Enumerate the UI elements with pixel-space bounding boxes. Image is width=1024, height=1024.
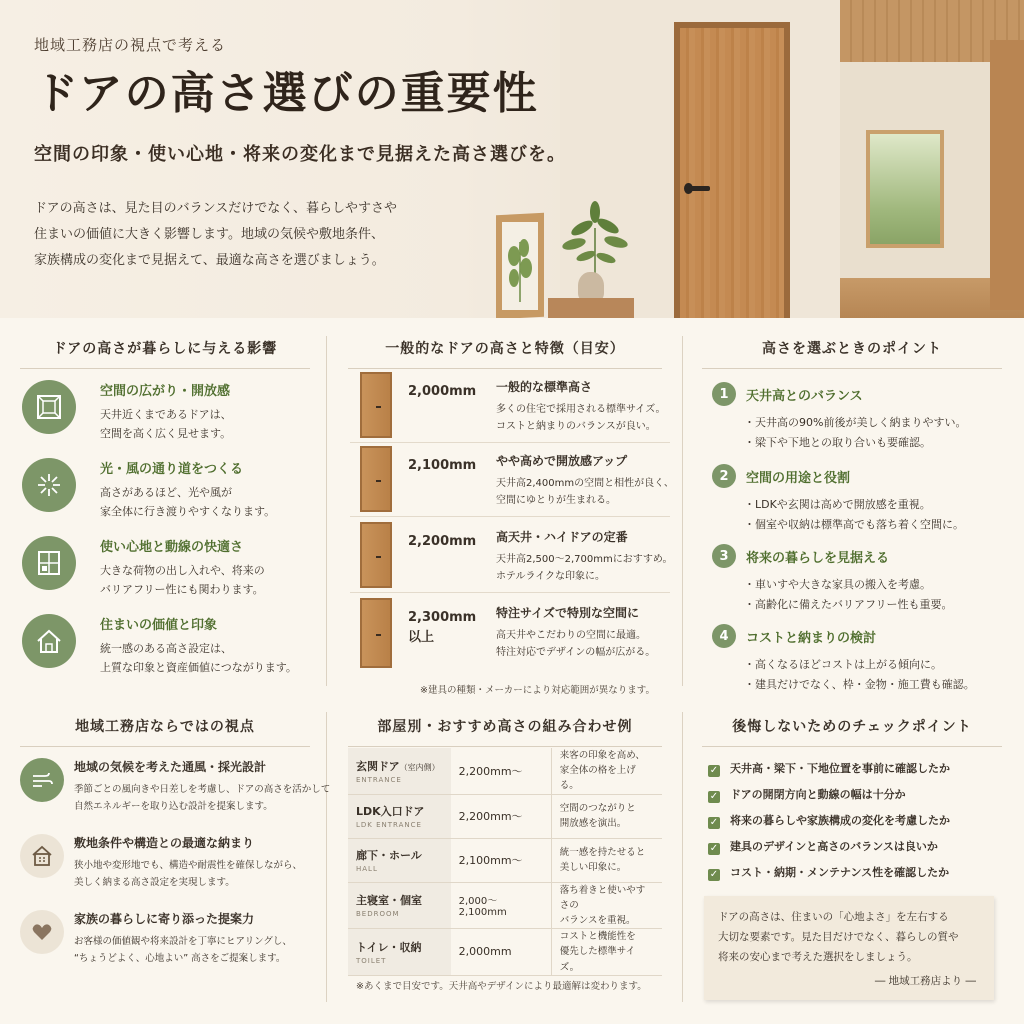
table-row [348,929,662,976]
table-row [348,748,662,794]
item-desc: ・個室や収納は標準高でも落ち着く空間に。 [744,518,964,531]
door-height: 2,200mm [408,534,477,549]
door-icon [360,446,392,512]
room-name: LDK入口ドア [356,805,425,819]
divider [682,336,683,686]
item-title: 住まいの価値と印象 [100,618,218,633]
light-wind-icon [22,458,76,512]
item-title: 家族の暮らしに寄り添った提案力 [74,912,255,926]
message-signature: ― 地域工務店より ― [874,975,976,987]
item-desc: 上質な印象と資産価値につながります。 [100,661,297,675]
local-section [20,716,310,747]
item-desc: お客様の価値観や将来設計を丁寧にヒアリングし、 [74,936,292,947]
checkbox-checked-icon: ✓ [709,791,719,802]
item-desc: ・高齢化に備えたバリアフリー性も重要。 [744,598,953,611]
room-sub: HALL [356,865,378,874]
room-height: 2,100mm～ [451,838,552,882]
room-height: 2,000～2,100mm [451,882,552,929]
item-desc: 家全体に行き渡りやすくなります。 [100,505,276,519]
item-desc: 自然エネルギーを取り込む設計を提案します。 [74,801,273,813]
item-desc: 大きな荷物の出し入れや、将来の [100,564,265,577]
room-sub: LDK ENTRANCE [356,821,422,830]
hero-banner [0,0,1024,318]
item-desc: 空間にゆとりが生まれる。 [496,495,616,506]
hero-intro [34,196,634,274]
room-desc: コストと機能性を [559,931,636,943]
item-title: 将来の暮らしを見据える [746,551,890,566]
house-icon [22,614,76,668]
section-title: 高さを選ぶときのポイント [702,338,1002,369]
item-desc: 統一感のある高さ設定は、 [100,642,232,655]
number-badge: 4 [712,624,736,648]
intro-line: 住まいの価値に大きく影響します。地域の気候や敷地条件、 [34,226,384,242]
item-desc: 高天井やこだわりの空間に最適。 [496,630,646,641]
divider [350,592,670,593]
door-furniture-icon [22,536,76,590]
item-desc: ・梁下や下地との取り合いも要確認。 [744,436,931,449]
section-title: 部屋別・おすすめ高さの組み合わせ例 [348,716,662,747]
heights-note: ※建具の種類・メーカーにより対応範囲が異なります。 [420,685,656,696]
number-badge: 3 [712,544,736,568]
table-row [348,794,662,838]
message-note [704,896,994,1000]
door-height: 2,000mm [408,384,477,399]
checklist-item [708,864,998,881]
item-desc: ・車いすや大きな家具の搬入を考慮。 [744,578,931,591]
item-title: 天井高とのバランス [746,389,863,404]
item-desc: 多くの住宅で採用される標準サイズ。 [496,404,666,415]
family-heart-icon [20,910,64,954]
checklist-item [708,812,998,829]
message-line: 将来の安心まで考えた選択をしましょう。 [718,950,918,963]
heights-section [348,338,662,369]
frame-icon [22,380,76,434]
room-height: 2,000mm [451,929,552,976]
item-title: やや高めで開放感アップ [496,454,628,468]
section-title: 一般的なドアの高さと特徴（目安） [348,338,662,369]
room-name: 主寝室・個室 [356,894,422,908]
influence-list [22,380,322,680]
item-title: 光・風の通り道をつくる [100,462,244,477]
points-list [702,382,1002,692]
hero-text [34,34,634,274]
room-desc: 統一感を持たせると [559,846,646,858]
room-desc: バランスを重視。 [559,914,636,926]
room-desc: 開放感を演出。 [559,818,627,830]
item-desc: 天井近くまであるドアは、 [100,408,232,421]
building-icon [20,834,64,878]
door-handle [688,186,710,191]
item-desc: ・天井高の90%前後が美しく納まりやすい。 [744,416,967,429]
item-desc: ・建具だけでなく、枠・金物・施工費も確認。 [744,678,975,691]
item-title: 空間の用途と役割 [746,471,851,486]
hero-door [680,28,784,318]
checklist-text: コスト・納期・メンテナンス性を確認したか [730,866,950,879]
checkbox-checked-icon: ✓ [709,869,719,880]
door-height: 2,100mm [408,458,477,473]
rooms-note: ※あくまで目安です。天井高やデザインにより最適解は変わります。 [356,981,647,992]
heights-list [350,372,674,692]
page-title: ドアの高さ選びの重要性 [34,68,539,119]
item-title: 高天井・ハイドアの定番 [496,530,628,544]
item-title: 地域の気候を考えた通風・採光設計 [74,760,267,774]
door-height-suffix: 以上 [408,629,435,645]
hero-subtitle: 空間の印象・使い心地・将来の変化まで見据えた高さ選びを。 [34,143,566,165]
list-item [350,598,670,672]
item-title: 一般的な標準高さ [496,380,593,394]
item-title: コストと納まりの検討 [746,631,877,646]
number-badge: 2 [712,464,736,488]
rooms-section [348,716,662,747]
list-item [350,372,670,446]
room-desc: 美しい印象に。 [559,862,627,874]
checklist-item [708,786,998,803]
room-name-note: （室内側） [399,762,440,772]
hero-window [866,130,944,248]
room-sub: ENTRANCE [356,775,402,784]
checklist-section [702,716,1002,747]
rooms-table [348,748,662,976]
item-desc: “ちょうどよく、心地よい” 高さをご提案します。 [74,953,286,965]
item-desc: 狭小地や変形地でも、構造や耐震性を確保しながら、 [74,860,303,871]
section-title: 地域工務店ならではの視点 [20,716,310,747]
checkbox-checked-icon: ✓ [709,817,719,828]
room-name: トイレ・収納 [356,940,422,954]
item-desc: バリアフリー性にも関わります。 [100,583,264,597]
room-desc: 空間のつながりと [559,802,636,814]
checkbox-checked-icon: ✓ [709,843,719,854]
checklist-text: 建具のデザインと高さのバランスは良いか [730,840,938,853]
room-sub: BEDROOM [356,910,400,919]
item-title: 空間の広がり・開放感 [100,384,231,399]
room-height: 2,200mm～ [451,748,552,794]
room-name: 玄関ドア [356,759,400,773]
item-desc: 季節ごとの風向きや日差しを考慮し、ドアの高さを活かして [74,784,331,795]
item-desc: ホテルライクな印象に。 [496,571,605,582]
local-list [20,758,330,998]
checklist-text: ドアの開閉方向と動線の幅は十分か [730,788,906,801]
room-desc: 家全体の格を上げる。 [559,765,636,792]
item-title: 特注サイズで特別な空間に [496,606,640,620]
item-desc: 空間を高く広く見せます。 [100,427,232,441]
list-item [350,446,674,520]
item-desc: コストと納まりのバランスが良い。 [496,421,656,432]
door-height: 2,300mm [408,610,477,625]
checklist-item [708,760,998,777]
checklist-text: 将来の暮らしや家族構成の変化を考慮したか [730,814,950,827]
shelf [548,298,634,318]
influence-section [20,338,310,369]
door-icon [360,598,392,668]
table-row [348,882,662,929]
wind-icon [20,758,64,802]
divider [682,712,683,1002]
checklist-text: 天井高・梁下・下地位置を事前に確認したか [730,762,950,775]
intro-line: ドアの高さは、見た目のバランスだけでなく、暮らしやすさや [34,200,397,216]
points-section [702,338,1002,369]
hero-side-door [990,40,1024,310]
checkbox-checked-icon: ✓ [709,765,719,776]
divider [350,442,670,443]
message-line: 大切な要素です。見た目だけでなく、暮らしの質や [718,930,959,943]
item-desc: ・高くなるほどコストは上がる傾向に。 [744,658,942,671]
item-desc: 美しく納まる高さ設定を実現します。 [74,877,235,889]
room-sub: TOILET [356,956,387,965]
number-badge: 1 [712,382,736,406]
room-name: 廊下・ホール [356,849,422,863]
door-icon [360,372,392,438]
item-title: 使い心地と動線の快適さ [100,540,244,555]
divider [350,516,670,517]
room-desc: 落ち着きと使いやすさの [559,884,646,911]
door-icon [360,522,392,588]
item-title: 敷地条件や構造との最適な納まり [74,836,255,850]
hero-eyebrow: 地域工務店の視点で考える [34,36,227,54]
message-line: ドアの高さは、住まいの「心地よさ」を左右する [718,911,949,923]
room-desc: 優先した標準サイズ。 [559,946,636,973]
section-title: ドアの高さが暮らしに与える影響 [20,338,310,369]
item-desc: 高さがあるほど、光や風が [100,486,232,499]
intro-line: 家族構成の変化まで見据えて、最適な高さを選びましょう。 [34,252,385,268]
item-desc: ・LDKや玄関は高めで開放感を重視。 [744,498,931,511]
item-desc: 天井高2,500～2,700mmにおすすめ。 [496,554,673,565]
room-height: 2,200mm～ [451,794,552,838]
room-desc: 来客の印象を高め、 [559,750,645,761]
item-desc: 特注対応でデザインの幅が広がる。 [496,647,656,658]
item-desc: 天井高2,400mmの空間と相性が良く、 [496,478,674,489]
checklist-item [708,838,998,855]
list-item [350,522,673,596]
table-row [348,838,662,882]
section-title: 後悔しないためのチェックポイント [702,716,1002,747]
